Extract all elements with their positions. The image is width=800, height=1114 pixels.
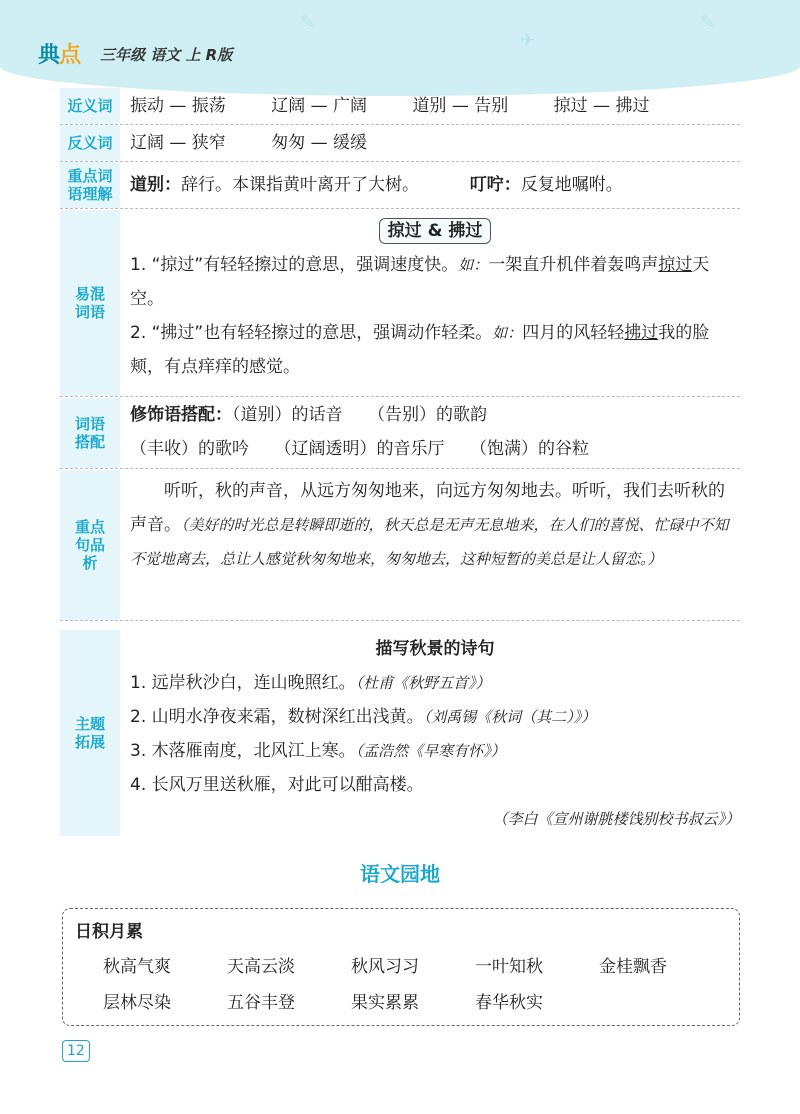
key-sentence-row: [60, 470, 740, 621]
theme-label: 主题拓展: [60, 630, 120, 836]
confusing-title: 掠过 & 拂过: [379, 218, 492, 244]
synonyms-content: [130, 89, 740, 123]
idiom: 春华秋实: [475, 993, 543, 1013]
idiom: 一叶知秋: [475, 957, 543, 977]
garden-title: 日积月累: [75, 922, 143, 942]
logo: 典点: [38, 43, 81, 68]
antonyms-label: 反义词: [60, 125, 120, 161]
decoration-icon: ✎: [700, 12, 716, 33]
idiom: 金桂飘香: [599, 957, 667, 977]
idiom: 秋风习习: [351, 957, 419, 977]
key-words-label: 重点词语理解: [60, 162, 120, 208]
page-header: [0, 0, 800, 96]
collocation-row: [60, 398, 740, 469]
antonyms-content: [130, 126, 740, 160]
poem-source: （李白《宣州谢朓楼饯别校书叔云》）: [492, 810, 740, 828]
theme-title: 描写秋景的诗句: [375, 639, 495, 659]
key-sentence-label: 重点句品析: [60, 470, 120, 620]
antonym-pair: 辽阔 — 狭窄: [130, 133, 226, 153]
theme-content: [130, 632, 740, 836]
poem-line: 2. 山明水净夜来霜，数树深红出浅黄。（刘禹锡《秋词（其二）》）: [130, 707, 597, 727]
collocation-content: 修饰语搭配：（道别）的话音 （告别）的歌韵 （丰收）的歌吟 （辽阔透明）的音乐厅 （饱满）的谷粒: [130, 405, 589, 459]
antonym-pair: 匆匆 — 缓缓: [271, 133, 368, 153]
idiom: 层林尽染: [103, 993, 171, 1013]
synonym-pair: 道别 — 告别: [412, 96, 509, 116]
idiom: 果实累累: [351, 993, 419, 1013]
key-sentence-content: 听听，秋的声音，从远方匆匆地来，向远方匆匆地去。听听，我们去听秋的声音。（美好的时光总是转瞬即逝的，秋天总是无声无息地来，在人们的喜悦、忙碌中不知不觉地离去，总让人感觉秋匆匆地来，匆匆地去，这种短暂的美总是让人留恋。）: [130, 481, 729, 568]
poem-line: 1. 远岸秋沙白，连山晚照红。（杜甫《秋野五首》）: [130, 673, 491, 693]
idiom-list: [103, 949, 723, 1021]
collocation-label: 词语搭配: [60, 398, 120, 468]
idiom: 天高云淡: [227, 957, 295, 977]
theme-row: [60, 630, 740, 836]
page-number: 12: [62, 1040, 90, 1062]
antonyms-row: [60, 125, 740, 162]
decoration-icon: ✈: [520, 30, 536, 51]
synonyms-row: [60, 88, 740, 125]
synonym-pair: 振动 — 振荡: [130, 96, 226, 116]
section-title: 语文园地: [360, 862, 440, 886]
confusing-words-row: [60, 210, 740, 397]
confusing-content: 掠过 & 拂过 1. “掠过”有轻轻擦过的意思，强调速度快。如：一架直升机伴着轰鸣声掠过天空。 2. “拂过”也有轻轻擦过的意思，强调动作轻柔。如：四月的风轻轻拂过我的脸颊，有点痒痒的感觉。: [130, 214, 740, 384]
garden-box: [62, 908, 740, 1026]
synonym-pair: 掠过 — 拂过: [553, 96, 650, 116]
poem-line: 3. 木落雁南度，北风江上寒。（孟浩然《早寒有怀》）: [130, 741, 506, 761]
key-words-row: [60, 162, 740, 209]
synonym-pair: 辽阔 — 广阔: [271, 96, 368, 116]
idiom: 秋高气爽: [103, 957, 171, 977]
synonyms-label: 近义词: [60, 88, 120, 124]
idiom: 五谷丰登: [227, 993, 295, 1013]
book-info: 三年级 语文 上 R版: [100, 46, 233, 64]
decoration-icon: ✎: [300, 12, 316, 33]
key-words-content: 道别：辞行。本课指黄叶离开了大树。 叮咛：反复地嘱咐。: [130, 175, 623, 195]
poem-line: 4. 长风万里送秋雁，对此可以酣高楼。: [130, 775, 424, 795]
confusing-label: 易混词语: [60, 210, 120, 396]
